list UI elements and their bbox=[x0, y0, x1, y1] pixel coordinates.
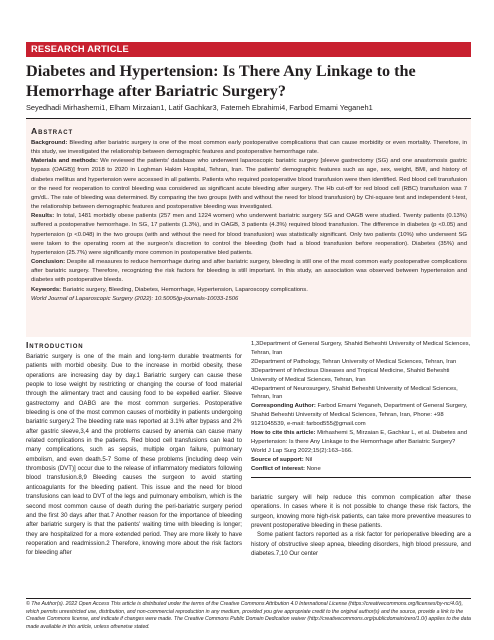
background-label: Background: bbox=[31, 140, 68, 146]
abstract-body bbox=[31, 139, 467, 304]
affiliations-divider bbox=[251, 477, 471, 478]
results-label: Results: bbox=[31, 213, 55, 220]
affiliations-column bbox=[251, 340, 471, 481]
conclusion-label: Conclusion: bbox=[31, 259, 66, 266]
abstract-methods bbox=[31, 157, 467, 212]
abstract-heading: Abstract bbox=[31, 126, 74, 136]
keywords-text: Bariatric surgery, Bleeding, Diabetes, Hemorrhage, Hypertension, Laparoscopy complications. bbox=[61, 286, 308, 293]
article-type-label: RESEARCH ARTICLE bbox=[31, 44, 129, 54]
keywords-label: Keywords: bbox=[31, 286, 62, 293]
conflict-of-interest bbox=[251, 465, 471, 474]
affiliation-2: 2Department of Pathology, Tehran University of Medical Sciences, Tehran, Iran bbox=[251, 358, 457, 365]
license-footer: © The Author(s). 2022 Open Access This article is distributed under the terms of the Creative Commons Attribution 4.0 International License (https://creativecommons.org/licenses/by-nc/4.0/), which permits unrestricted use, distribution, and non-commercial reproduction in any medium, provided you give appropriate credit to the original author(s) and the source, provide a link to the Creative Commons license, and indicate if changes were made. The Creative Commons Public Domain Dedication waiver (http://creativecommons.org/publicdomain/zero/1.0/) applies to the data made available in this article, unless otherwise stated. bbox=[26, 598, 471, 631]
conclusion-text: Despite all measures to reduce hemorrhage during and after bariatric surgery, bleeding is still one of the most common early postoperative complications after bariatric surgery. Therefore, recognizing the risk factors for bleeding is still important. In this study, an association was observed between hypertension and diabetes with postoperative bleeds. bbox=[31, 259, 467, 284]
author-names: Seyedhadi Mirhashemi1, Elham Mirzaian1, Latif Gachkar3, Fatemeh Ebrahimi4, Farbod Emami Yeganeh1 bbox=[26, 103, 373, 112]
support-text: Nil bbox=[303, 456, 313, 463]
introduction-column bbox=[26, 340, 242, 558]
abstract-conclusion bbox=[31, 258, 467, 285]
introduction-text: Bariatric surgery is one of the main and long-term durable treatments for patients with morbid obesity. Due to the increase in morbid obesity, these operations are increasing day by day.1 Bariatric surgery can cause these people to lose weight by restricting or changing the course of food material through the alimentary tract and causing food to be expelled earlier. Sleeve gastrectomy and OABG are the most common surgeries. Postoperative bleeding is one of the most common causes of morbidity in patients undergoing bariatric surgery.2 The bleeding rate was reported at 3.1% after bypass and 2% after gastric sleeve,3,4 and the problems caused by anemia can cause many related complications in the patients. Red blood cell transfusions can lead to many complications, such as sepsis, multiple organ failure, pulmonary embolism, and even death.5-7 Some of these problems [including deep vein thrombosis (DVT)] occur due to the release of inflammatory mediators following blood transfusion.8,9 Bleeding causes the surgeon to avoid starting anticoagulants for the bleeding patient. This issue and the need for blood transfusions can lead to DVT of the legs and pulmonary embolism, which is the second most common cause of death during the peri-bariatric surgery period and the first 30 days after that.7 Another reason for the importance of bleeding after bariatric surgery is that the patients' waiting time with bleeding is longer; they are hospitalized for a more extended period. They are more likely to have reoperation and readmission.2 Therefore, knowing more about the risk factors for bleeding after bbox=[26, 353, 242, 557]
source-of-support bbox=[251, 456, 471, 465]
right-paragraph-1: bariatric surgery will help reduce this common complication after these operations. In cases where it is not possible to change these risk factors, the surgeon, knowing more high-risk patients, can take more preventive measures to prevent postoperative bleeding in these patients. bbox=[251, 494, 471, 530]
affiliation-3: 3Department of Infectious Diseases and Tropical Medicine, Shahid Beheshti University of Medical Sciences, Tehran, Iran bbox=[251, 367, 450, 383]
methods-label: Materials and methods: bbox=[31, 158, 98, 165]
abstract-keywords bbox=[31, 286, 467, 295]
author-list bbox=[26, 103, 471, 113]
methods-text: We reviewed the patients' database who underwent laparoscopic bariatric surgery [sleeve gastrectomy (SG) and one anastomosis gastric bypass (OAGB)] from 2018 to 2020 in Loghman Hakim Hospital, Tehran, Iran. The patients' demographic features such as age, sex, weight, BMI, and history of diabetes mellitus and hypertension were accessed in all patients. Patients who required postoperative blood transfusion were then identified. Red blood cell transfusion or the need for reoperation to control bleeding was considered as significant acute bleeding after surgery. The Hb cut-off for red blood cell (RBC) transfusion was 7 gm/dL. The rate of bleeding was determined. By comparing the two groups (with and without the need for blood transfusion) by Chi-square test and independent t-test, the relationship between demographic features and postoperative bleeding was investigated. bbox=[31, 158, 468, 211]
conflict-label: Conflict of interest: bbox=[251, 465, 305, 472]
article-title: Diabetes and Hypertension: Is There Any Linkage to the Hemorrhage after Bariatric Surgery? bbox=[26, 62, 416, 100]
introduction-heading: Introduction bbox=[26, 340, 84, 350]
corresponding-author bbox=[251, 402, 471, 429]
right-paragraph-2: Some patient factors reported as a risk factor for perioperative bleeding are a history of obstructive sleep apnea, bleeding disorders, high blood pressure, and diabetes.7,10 Our center bbox=[251, 531, 471, 558]
corresponding-label: Corresponding Author: bbox=[251, 403, 316, 410]
abstract-section bbox=[26, 118, 471, 337]
affiliation-1: 1,3Department of General Surgery, Shahid Beheshti University of Medical Sciences, Tehran, Iran bbox=[251, 341, 471, 356]
affiliation-4: 4Department of Neurosurgery, Shahid Beheshti University of Medical Sciences, Tehran, Iran bbox=[251, 385, 458, 401]
conflict-text: None bbox=[305, 465, 321, 472]
background-text: Bleeding after bariatric surgery is one of the most common early postoperative complications that can cause morbidity or even mortality. Therefore, in this study, we investigated the relationship between demographic features and postoperative hemorrhage rate. bbox=[31, 140, 467, 156]
how-to-cite bbox=[251, 429, 471, 456]
support-label: Source of support: bbox=[251, 456, 304, 463]
right-column-body bbox=[251, 493, 471, 558]
abstract-results bbox=[31, 212, 467, 258]
corresponding-text: Farbod Emami Yeganeh, Department of General Surgery, Shahid Beheshti University of Medical Sciences, Tehran, Iran, Phone: +98 9121045539, e-mail: farbod555@gmail.com bbox=[251, 403, 468, 428]
article-type-banner bbox=[26, 42, 471, 57]
abstract-background bbox=[31, 139, 467, 157]
results-text: In total, 1481 morbidly obese patients (257 men and 1224 women) who underwent bariatric surgery SG and OAGB were studied. Twenty patients (0.13%) suffered a postoperative hemorrhage. In SG, 17 patients (1.3%), and in OAGB, 3 patients (4.3%) required blood transfusion. The difference in diabetes (p <0.05) and hypertension (p <0.048) in the two groups (with and without the need for blood transfusion) was statistically significant. Only two patients (10%) who underwent SG were taken to the operating room at the surgeon's discretion to control the bleeding (both had a blood transfusion before reoperation). Diabetes (35%) and hypertension (25.7%) were significantly more common in postoperative bled patients. bbox=[31, 213, 467, 256]
journal-citation: World Journal of Laparoscopic Surgery (2022): 10.5005/jp-journals-10033-1506 bbox=[31, 295, 239, 302]
how-to-cite-label: How to cite this article: bbox=[251, 430, 316, 437]
affiliations-block bbox=[251, 340, 471, 474]
how-to-cite-text: Mirhashemi S, Mirzaian E, Gachkar L, et al. Diabetes and Hypertension: Is there Any Linkage to the Hemorrhage after Bariatric Surgery? World J Lap Surg 2022;15(2):163–166. bbox=[251, 430, 468, 454]
